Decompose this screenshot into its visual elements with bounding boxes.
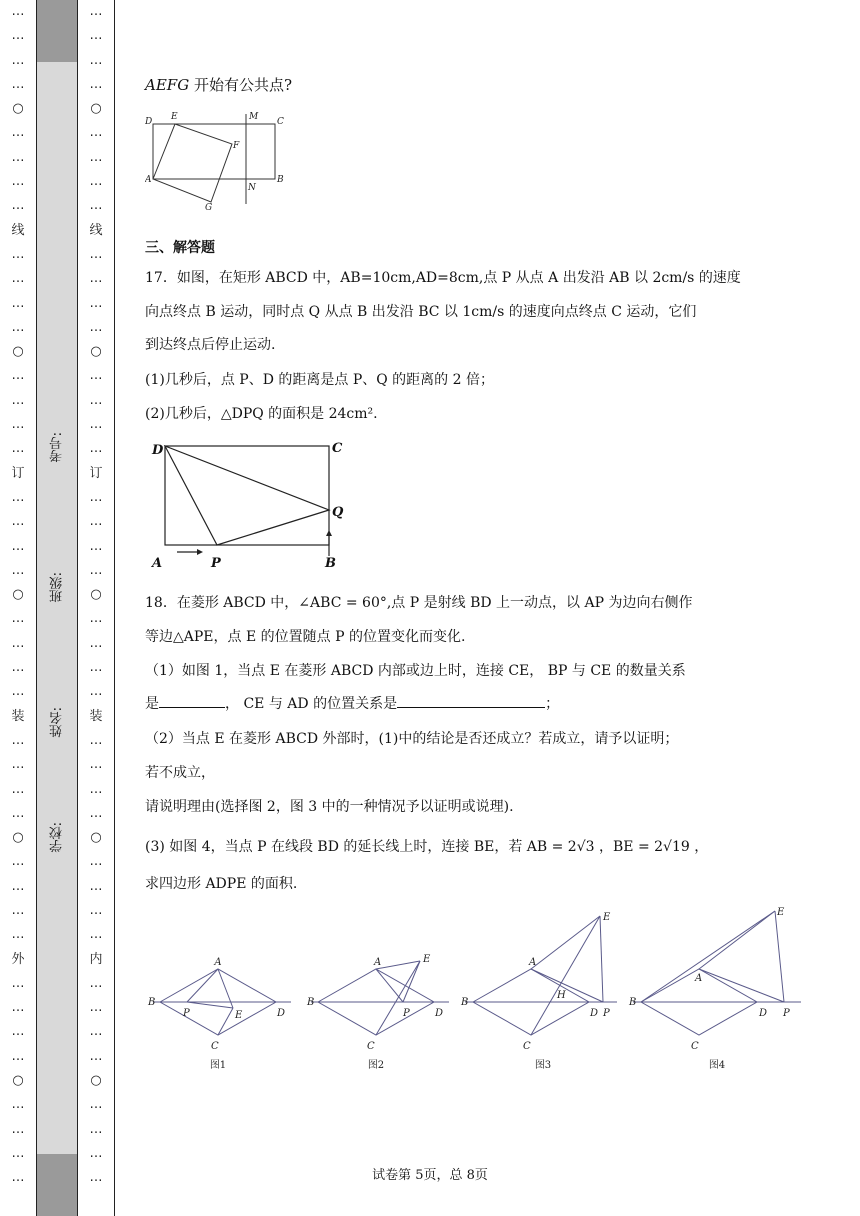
margin-mark: … xyxy=(89,1000,103,1016)
margin-mark: … xyxy=(11,52,25,68)
margin-mark: … xyxy=(89,732,103,748)
caption-fig4: 图4 xyxy=(708,1060,726,1071)
q17-arrowhead-p xyxy=(197,549,203,555)
q16-tail-italic: AEFG xyxy=(145,76,190,94)
fig2-label-c: C xyxy=(367,1041,375,1052)
q18-line1: 18．在菱形 ABCD 中，∠ABC = 60°,点 P 是射线 BD 上一动点，以 AP 为边向右侧作 xyxy=(145,595,693,611)
margin-mark: … xyxy=(89,975,103,991)
margin-mark: … xyxy=(11,489,25,505)
q18-sub1-a: （1）如图 1，当点 E 在菱形 ABCD 内部或边上时，连接 CE， BP 与 CE 的数量关系 xyxy=(145,663,686,679)
margin-mark: … xyxy=(89,927,103,943)
margin-mark: … xyxy=(11,441,25,457)
margin-mark: … xyxy=(11,28,25,44)
margin-mark: … xyxy=(11,392,25,408)
q16-label-e: E xyxy=(171,112,178,122)
margin-mark: … xyxy=(11,975,25,991)
margin-mark: … xyxy=(89,757,103,773)
caption-fig3: 图3 xyxy=(534,1060,552,1071)
page-footer: 试卷第 5页，总 8页 xyxy=(372,1168,488,1183)
fig4-label-d: D xyxy=(759,1008,768,1019)
margin-mark: … xyxy=(11,1048,25,1064)
margin-mark: … xyxy=(11,538,25,554)
margin-mark: … xyxy=(11,854,25,870)
fig1-label-b: B xyxy=(148,997,156,1008)
q16-label-d: D xyxy=(145,117,153,127)
margin-mark: … xyxy=(11,149,25,165)
margin-mark: … xyxy=(11,319,25,335)
margin-mark: … xyxy=(89,635,103,651)
margin-mark: 线 xyxy=(89,222,103,238)
margin-mark: 内 xyxy=(89,951,103,967)
margin-mark: … xyxy=(11,76,25,92)
class-label: 班级: xyxy=(49,572,65,603)
binding-margin-outer xyxy=(0,0,36,1216)
exam-no-label: 考号: xyxy=(49,432,65,463)
margin-mark: … xyxy=(89,1024,103,1040)
margin-mark: … xyxy=(11,684,25,700)
q17-label-q: Q xyxy=(332,505,344,520)
margin-mark: … xyxy=(11,246,25,262)
answer-blank-2[interactable] xyxy=(397,693,545,708)
q18-sub1-d-text: ； xyxy=(545,696,560,712)
fig1-label-c: C xyxy=(211,1041,219,1052)
fig2-label-b: B xyxy=(307,997,315,1008)
margin-mark: ○ xyxy=(12,344,24,360)
class-field xyxy=(45,572,69,602)
binding-margin-inner xyxy=(78,0,114,1216)
student-info-gutter xyxy=(36,0,78,1216)
margin-mark: … xyxy=(89,538,103,554)
margin-mark: … xyxy=(11,732,25,748)
margin-mark: … xyxy=(89,684,103,700)
exam-no-field xyxy=(45,432,69,462)
margin-mark: … xyxy=(11,1000,25,1016)
q17-sub2: (2)几秒后，△DPQ 的面积是 24cm². xyxy=(145,406,378,422)
margin-mark: … xyxy=(89,854,103,870)
gutter-top-block xyxy=(37,0,77,62)
margin-mark: 订 xyxy=(11,465,25,481)
margin-mark: … xyxy=(11,174,25,190)
margin-mark: … xyxy=(89,514,103,530)
fig3-label-a: A xyxy=(529,957,537,968)
q16-figure xyxy=(145,106,295,212)
fig1-label-p: P xyxy=(183,1008,190,1019)
q17-label-a: A xyxy=(152,556,163,571)
margin-mark: … xyxy=(89,1097,103,1113)
margin-mark: … xyxy=(11,295,25,311)
margin-mark: … xyxy=(89,4,103,19)
q17-label-d: D xyxy=(152,443,164,458)
q18-fig4 xyxy=(633,911,801,1035)
margin-mark: … xyxy=(11,878,25,894)
q16-label-b: B xyxy=(277,175,284,185)
fig4-label-b: B xyxy=(629,997,637,1008)
q16-label-n: N xyxy=(248,183,256,193)
margin-mark: ○ xyxy=(90,830,102,846)
margin-mark: … xyxy=(11,805,25,821)
fig3-label-p: P xyxy=(603,1008,610,1019)
fig4-label-p: P xyxy=(783,1008,790,1019)
q16-label-g: G xyxy=(205,203,213,212)
q18-sub1-c-text: ， CE 与 AD 的位置关系是 xyxy=(225,696,398,712)
margin-mark: ○ xyxy=(90,1073,102,1089)
fig1-label-e: E xyxy=(235,1010,243,1021)
margin-mark: … xyxy=(89,174,103,190)
q17-arrowhead-q xyxy=(326,530,332,536)
margin-mark: … xyxy=(89,781,103,797)
cut-line-marks-inner xyxy=(86,0,106,1216)
q18-fig1 xyxy=(153,969,291,1035)
margin-mark: … xyxy=(89,1121,103,1137)
q16-square xyxy=(153,124,232,202)
margin-mark: ○ xyxy=(90,587,102,603)
q18-fig2 xyxy=(311,961,449,1035)
caption-fig1: 图1 xyxy=(209,1060,227,1071)
margin-mark: … xyxy=(11,562,25,578)
margin-mark: … xyxy=(11,417,25,433)
margin-mark: … xyxy=(89,198,103,214)
margin-mark: … xyxy=(89,392,103,408)
margin-mark: … xyxy=(89,489,103,505)
margin-mark: … xyxy=(11,1024,25,1040)
q16-tail-text: 开始有公共点? xyxy=(193,76,293,94)
fig3-label-e: E xyxy=(603,912,611,923)
q18-figures xyxy=(145,906,815,1078)
margin-mark: … xyxy=(11,1121,25,1137)
margin-mark: … xyxy=(89,246,103,262)
answer-blank-1[interactable] xyxy=(159,693,225,708)
margin-mark: ○ xyxy=(12,101,24,117)
q18-sub2-c: 请说明理由(选择图 2，图 3 中的一种情况予以证明或说理). xyxy=(145,799,514,815)
margin-mark: … xyxy=(11,927,25,943)
fig1-label-d: D xyxy=(277,1008,286,1019)
margin-mark: … xyxy=(89,1048,103,1064)
margin-mark: … xyxy=(89,149,103,165)
q18-line2: 等边△APE，点 E 的位置随点 P 的位置变化而变化. xyxy=(145,629,466,645)
school-field xyxy=(45,822,69,852)
margin-mark: … xyxy=(89,52,103,68)
margin-mark: ○ xyxy=(12,1073,24,1089)
margin-mark: … xyxy=(11,271,25,287)
margin-mark: 装 xyxy=(11,708,25,724)
q17-label-b: B xyxy=(325,556,336,571)
margin-mark: … xyxy=(11,125,25,141)
margin-mark: … xyxy=(11,902,25,918)
fig2-label-p: P xyxy=(403,1008,410,1019)
margin-border xyxy=(114,0,115,1216)
margin-mark: … xyxy=(89,1170,103,1186)
margin-mark: … xyxy=(89,805,103,821)
fig3-label-h: H xyxy=(557,990,566,1001)
margin-mark: … xyxy=(11,781,25,797)
fig4-label-a: A xyxy=(695,973,703,984)
school-label: 学校: xyxy=(49,822,65,853)
name-field xyxy=(45,707,69,737)
margin-mark: … xyxy=(89,878,103,894)
fig3-label-c: C xyxy=(523,1041,531,1052)
q16-label-a: A xyxy=(145,175,152,185)
margin-mark: … xyxy=(11,611,25,627)
q18-sub1-b-text: 是 xyxy=(145,696,159,712)
margin-mark: 订 xyxy=(89,465,103,481)
q17-triangle-dpq xyxy=(165,446,329,545)
margin-mark: … xyxy=(11,635,25,651)
q17-line2: 向点终点 B 运动，同时点 Q 从点 B 出发沿 BC 以 1cm/s 的速度向点终点 C 运动，它们 xyxy=(145,304,697,320)
margin-mark: … xyxy=(89,441,103,457)
margin-mark: ○ xyxy=(12,830,24,846)
fig4-label-e: E xyxy=(777,907,785,918)
q18-sub3-b: 求四边形 ADPE 的面积. xyxy=(145,876,298,892)
q16-label-f: F xyxy=(233,141,240,151)
margin-mark: … xyxy=(89,660,103,676)
fig4-label-c: C xyxy=(691,1041,699,1052)
margin-mark: ○ xyxy=(90,344,102,360)
margin-mark: 外 xyxy=(11,951,25,967)
margin-mark: … xyxy=(11,514,25,530)
q17-rectangle xyxy=(165,446,329,545)
fig3-label-d: D xyxy=(590,1008,599,1019)
margin-mark: ○ xyxy=(12,587,24,603)
q16-label-m: M xyxy=(249,112,259,122)
margin-mark: … xyxy=(11,1145,25,1161)
margin-mark: … xyxy=(89,125,103,141)
margin-mark: … xyxy=(11,198,25,214)
margin-mark: … xyxy=(89,417,103,433)
margin-mark: … xyxy=(89,271,103,287)
margin-mark: … xyxy=(11,1170,25,1186)
margin-mark: … xyxy=(11,368,25,384)
margin-mark: … xyxy=(11,1097,25,1113)
margin-mark: … xyxy=(11,660,25,676)
margin-mark: … xyxy=(89,611,103,627)
margin-mark: … xyxy=(89,319,103,335)
q17-line1: 17．如图，在矩形 ABCD 中，AB=10cm,AD=8cm,点 P 从点 A 出发沿 AB 以 2cm/s 的速度 xyxy=(145,270,741,286)
cut-line-marks-outer xyxy=(8,0,28,1216)
margin-mark: … xyxy=(89,902,103,918)
name-label: 姓名: xyxy=(49,707,65,738)
fig1-label-a: A xyxy=(214,957,222,968)
margin-mark: ○ xyxy=(90,101,102,117)
margin-mark: … xyxy=(89,76,103,92)
fig2-label-a: A xyxy=(374,957,382,968)
fig3-label-b: B xyxy=(461,997,469,1008)
q16-tail xyxy=(145,74,292,95)
info-fields xyxy=(37,62,77,1154)
margin-mark: … xyxy=(89,1145,103,1161)
q17-line3: 到达终点后停止运动. xyxy=(145,337,276,353)
fig2-label-d: D xyxy=(435,1008,444,1019)
margin-mark: … xyxy=(89,28,103,44)
fig2-label-e: E xyxy=(423,954,431,965)
margin-mark: … xyxy=(11,757,25,773)
caption-fig2: 图2 xyxy=(367,1060,385,1071)
margin-mark: … xyxy=(89,368,103,384)
margin-mark: 线 xyxy=(11,222,25,238)
section-title: 三、解答题 xyxy=(145,240,215,256)
margin-mark: … xyxy=(89,562,103,578)
q17-label-c: C xyxy=(332,441,343,456)
q18-sub1-b xyxy=(145,693,559,713)
q18-sub3-a: (3) 如图 4，当点 P 在线段 BD 的延长线上时，连接 BE，若 AB = 2√3 ，BE = 2√19 ， xyxy=(145,839,709,855)
margin-mark: 装 xyxy=(89,708,103,724)
q16-label-c: C xyxy=(277,117,284,127)
q18-sub2-b: 若不成立， xyxy=(145,765,215,781)
margin-mark: … xyxy=(89,295,103,311)
q17-figure xyxy=(149,436,359,574)
margin-mark: … xyxy=(11,4,25,19)
q18-sub2-a: （2）当点 E 在菱形 ABCD 外部时，(1)中的结论是否还成立？若成立，请予以证明； xyxy=(145,731,679,747)
q17-label-p: P xyxy=(211,556,221,571)
q17-sub1: (1)几秒后，点 P、D 的距离是点 P、Q 的距离的 2 倍； xyxy=(145,372,494,388)
